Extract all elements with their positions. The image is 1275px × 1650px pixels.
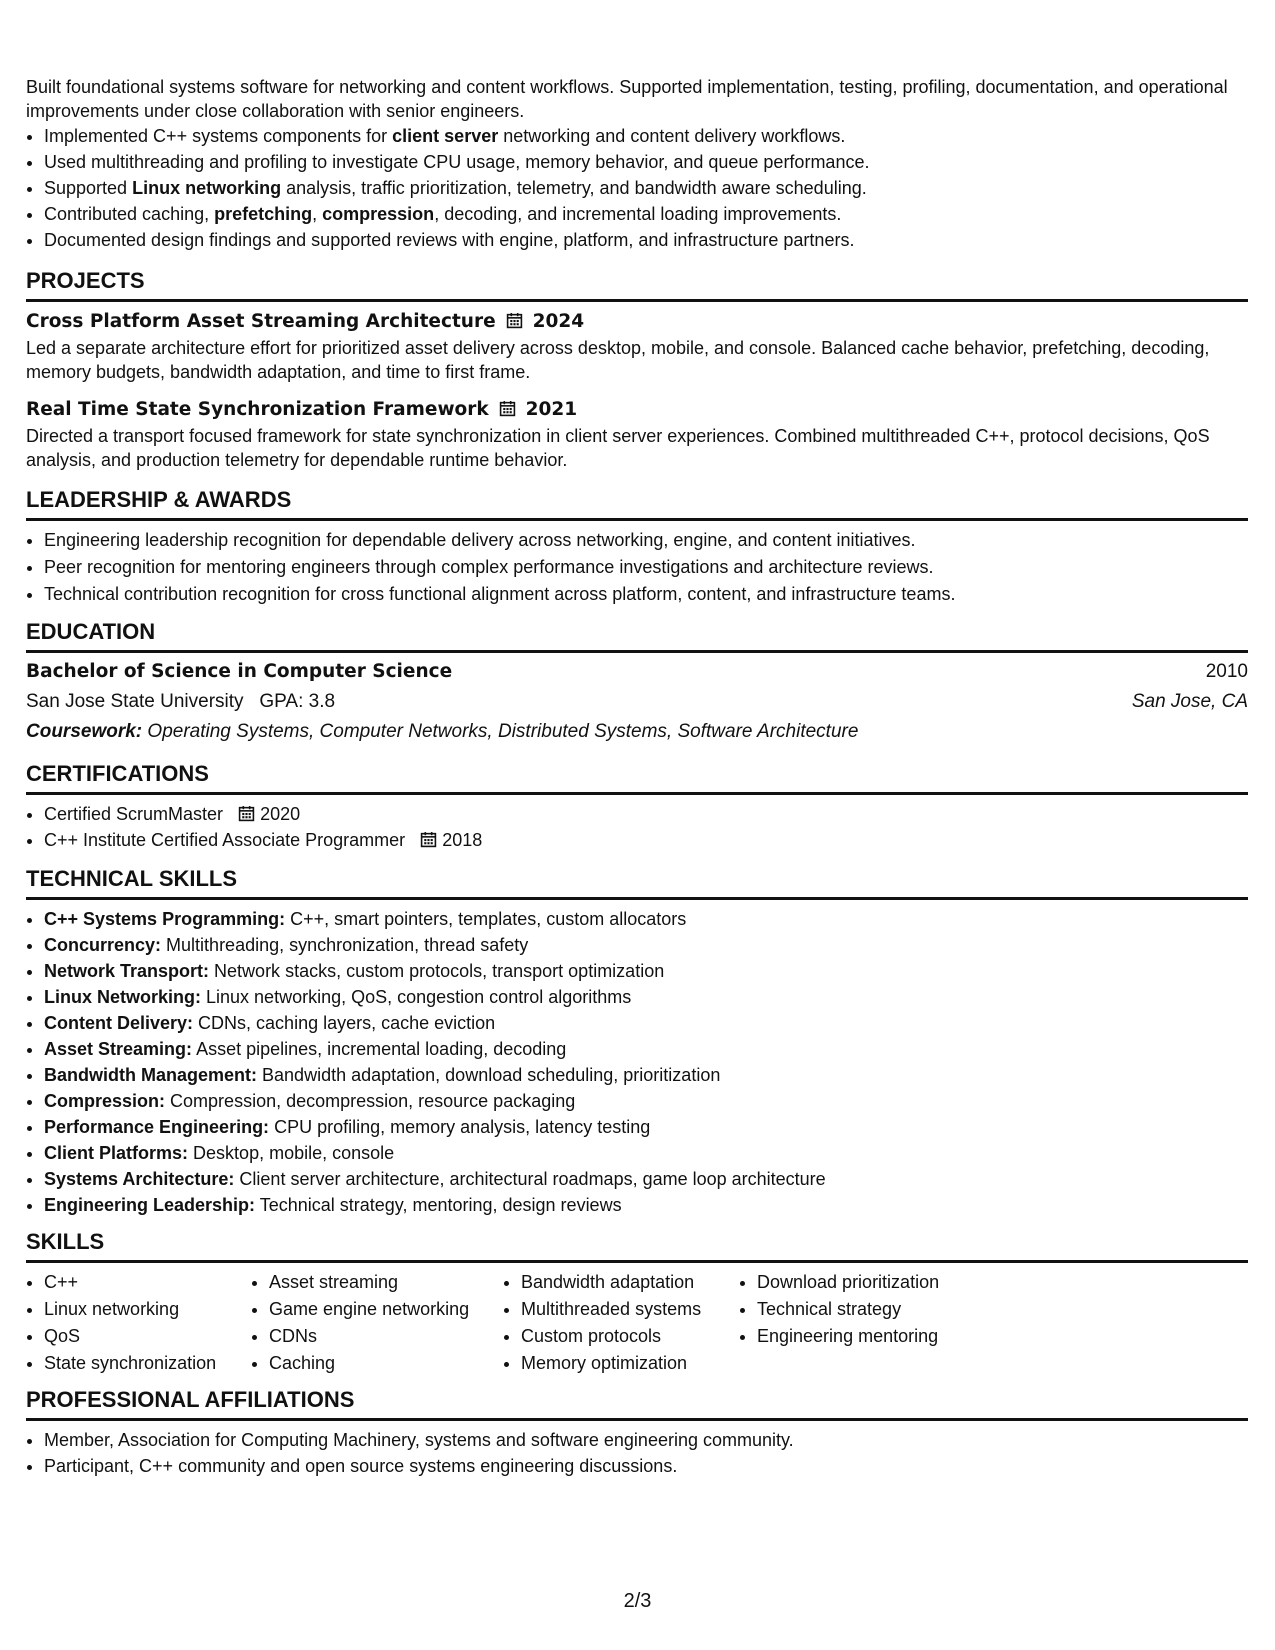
list-item: • Documented design findings and supported reviews with engine, platform, and infrastructure partners.: [44, 227, 1248, 253]
list-item: • Member, Association for Computing Machinery, systems and software engineering community.: [44, 1427, 1248, 1453]
list-item: • Peer recognition for mentoring engineers through complex performance investigations and architecture reviews.: [44, 554, 1248, 581]
project-item: [26, 308, 1248, 384]
list-item: • Game engine networking: [269, 1296, 503, 1323]
list-item: • Concurrency: Multithreading, synchronization, thread safety: [44, 932, 1248, 958]
certifications-section: [26, 759, 1248, 853]
certification-year: 2018: [442, 830, 483, 850]
list-item: • Implemented C++ systems components for client server networking and content delivery workflows.: [44, 123, 1248, 149]
coursework-list: Operating Systems, Computer Networks, Distributed Systems, Software Architecture: [147, 721, 859, 742]
education-section: [26, 617, 1248, 747]
certification-name: Certified ScrumMaster: [44, 804, 224, 824]
list-item: • Memory optimization: [521, 1350, 739, 1377]
list-item: • Engineering mentoring: [757, 1323, 1017, 1350]
section-title: TECHNICAL SKILLS: [26, 866, 238, 891]
calendar-icon: [506, 308, 523, 336]
list-item: • Asset Streaming: Asset pipelines, incremental loading, decoding: [44, 1036, 1248, 1062]
list-item: • Custom protocols: [521, 1323, 739, 1350]
list-item: • Engineering leadership recognition for dependable delivery across networking, engine, and content initiatives.: [44, 527, 1248, 554]
skills-column: [739, 1269, 1017, 1377]
affiliations-list: [26, 1427, 1248, 1479]
section-divider: [26, 299, 1248, 302]
list-item: • Caching: [269, 1350, 503, 1377]
technical-skills-section: [26, 864, 1248, 1218]
section-divider: [26, 1260, 1248, 1263]
list-item: • Engineering Leadership: Technical strategy, mentoring, design reviews: [44, 1192, 1248, 1218]
list-item: • Technical contribution recognition for cross functional alignment across platform, content, and infrastructure teams.: [44, 581, 1248, 608]
section-divider: [26, 518, 1248, 521]
coursework-label: Coursework:: [26, 721, 143, 742]
list-item: • Compression: Compression, decompression, resource packaging: [44, 1088, 1248, 1114]
skills-grid: [26, 1269, 1248, 1377]
section-title: PROFESSIONAL AFFILIATIONS: [26, 1387, 355, 1412]
project-name: Cross Platform Asset Streaming Architecture: [26, 311, 496, 332]
project-item: [26, 396, 1248, 472]
leadership-list: [26, 527, 1248, 608]
list-item: • Client Platforms: Desktop, mobile, console: [44, 1140, 1248, 1166]
section-title: SKILLS: [26, 1229, 105, 1254]
list-item: • Participant, C++ community and open source systems engineering discussions.: [44, 1453, 1248, 1479]
project-year: 2024: [532, 311, 585, 332]
degree: Bachelor of Science in Computer Science: [26, 661, 453, 682]
gpa: GPA: 3.8: [259, 691, 336, 712]
list-item: • Download prioritization: [757, 1269, 1017, 1296]
experience-bullets: [26, 123, 1248, 253]
list-item: [44, 801, 1248, 827]
calendar-icon: [238, 804, 255, 824]
list-item: • C++: [44, 1269, 251, 1296]
skills-column: [26, 1269, 251, 1377]
experience-continuation: [26, 75, 1248, 253]
coursework: [26, 717, 1248, 747]
affiliations-section: [26, 1385, 1248, 1479]
project-description: Led a separate architecture effort for prioritized asset delivery across desktop, mobile, and console. Balanced cache behavior, prefetching, decoding, memory budgets, bandwidth adaptation, and time to first frame.: [26, 338, 1210, 382]
list-item: • Performance Engineering: CPU profiling, memory analysis, latency testing: [44, 1114, 1248, 1140]
list-item: • Bandwidth adaptation: [521, 1269, 739, 1296]
list-item: • CDNs: [269, 1323, 503, 1350]
section-title: PROJECTS: [26, 268, 145, 293]
leadership-section: [26, 485, 1248, 608]
project-description: Directed a transport focused framework for state synchronization in client server experiences. Combined multithreaded C++, protocol decisions, QoS analysis, and production telemetry for dependable runtime behavior.: [26, 426, 1210, 470]
section-divider: [26, 1418, 1248, 1421]
list-item: • Multithreaded systems: [521, 1296, 739, 1323]
calendar-icon: [499, 396, 516, 424]
section-title: CERTIFICATIONS: [26, 761, 209, 786]
projects-section: [26, 266, 1248, 472]
skills-section: [26, 1227, 1248, 1377]
list-item: • Linux networking: [44, 1296, 251, 1323]
certification-name: C++ Institute Certified Associate Programmer: [44, 830, 406, 850]
certification-year: 2020: [260, 804, 301, 824]
calendar-icon: [420, 830, 437, 850]
section-title: EDUCATION: [26, 619, 156, 644]
list-item: • Content Delivery: CDNs, caching layers, cache eviction: [44, 1010, 1248, 1036]
list-item: [44, 827, 1248, 853]
school-name: San Jose State University: [26, 691, 244, 712]
page-number: 2/3: [623, 1590, 652, 1612]
section-title: LEADERSHIP & AWARDS: [26, 487, 292, 512]
skills-column: [251, 1269, 503, 1377]
technical-skills-list: [26, 906, 1248, 1218]
list-item: • Used multithreading and profiling to investigate CPU usage, memory behavior, and queue performance.: [44, 149, 1248, 175]
section-divider: [26, 897, 1248, 900]
section-divider: [26, 650, 1248, 653]
list-item: • Systems Architecture: Client server architecture, architectural roadmaps, game loop architecture: [44, 1166, 1248, 1192]
list-item: • Linux Networking: Linux networking, QoS, congestion control algorithms: [44, 984, 1248, 1010]
list-item: • Contributed caching, prefetching, compression, decoding, and incremental loading improvements.: [44, 201, 1248, 227]
certifications-list: [26, 801, 1248, 853]
project-year: 2021: [525, 399, 578, 420]
list-item: • State synchronization: [44, 1350, 251, 1377]
list-item: • Network Transport: Network stacks, custom protocols, transport optimization: [44, 958, 1248, 984]
experience-summary: Built foundational systems software for networking and content workflows. Supported implementation, testing, profiling, documentation, and operational improvements under close collaboration with senior engineers.: [26, 77, 1228, 121]
graduation-year: 2010: [1205, 661, 1248, 682]
section-divider: [26, 792, 1248, 795]
list-item: • Supported Linux networking analysis, traffic prioritization, telemetry, and bandwidth aware scheduling.: [44, 175, 1248, 201]
school-location: San Jose, CA: [1131, 691, 1248, 712]
list-item: • Bandwidth Management: Bandwidth adaptation, download scheduling, prioritization: [44, 1062, 1248, 1088]
list-item: • Technical strategy: [757, 1296, 1017, 1323]
list-item: • C++ Systems Programming: C++, smart pointers, templates, custom allocators: [44, 906, 1248, 932]
project-name: Real Time State Synchronization Framework: [26, 399, 489, 420]
skills-column: [503, 1269, 739, 1377]
list-item: • Asset streaming: [269, 1269, 503, 1296]
list-item: • QoS: [44, 1323, 251, 1350]
